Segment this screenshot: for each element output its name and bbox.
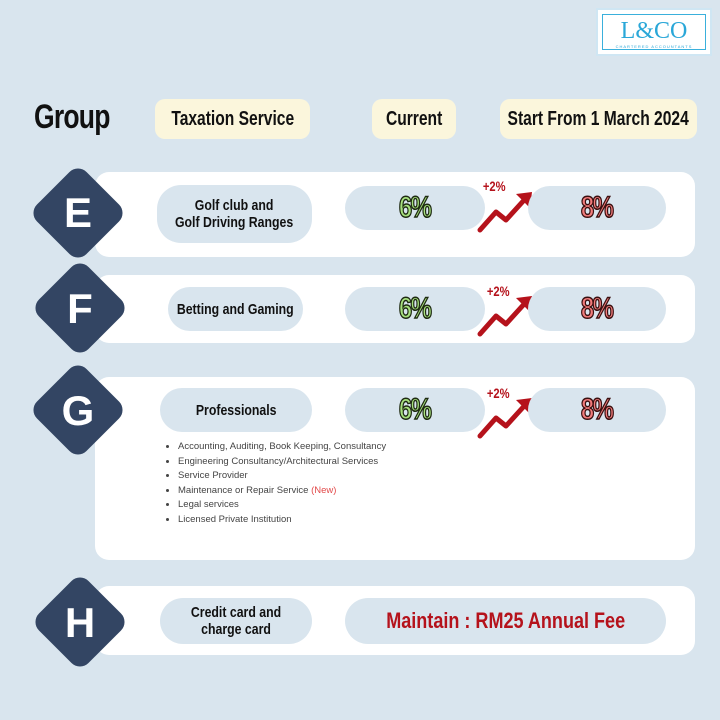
- logo-text: L&CO: [620, 18, 688, 44]
- header-current: [372, 99, 456, 139]
- row-h-service: [160, 598, 312, 644]
- trend-up-arrow-icon: [476, 190, 534, 236]
- row-h-note-text: Maintain : RM25 Annual Fee: [386, 608, 625, 633]
- row-f-increase: +2%: [486, 283, 510, 299]
- row-f-new: [528, 287, 666, 331]
- group-e-letter: E: [63, 189, 92, 236]
- row-f-service: [168, 287, 303, 331]
- row-e-current: [345, 186, 485, 230]
- row-g-new-value: 8%: [581, 393, 613, 426]
- logo-subtitle: CHARTERED ACCOUNTANTS: [615, 44, 693, 49]
- row-f-new-value: 8%: [581, 292, 613, 325]
- group-h-letter: H: [64, 599, 96, 646]
- header-service: [155, 99, 310, 139]
- row-f-service-label: Betting and Gaming: [177, 300, 294, 318]
- row-h-service-line2: charge card: [201, 621, 271, 638]
- header-current-label: Current: [385, 107, 443, 130]
- row-h-note: [345, 598, 666, 644]
- row-f-current-value: 6%: [399, 292, 431, 325]
- row-g-new: [528, 388, 666, 432]
- row-e-new: [528, 186, 666, 230]
- row-f-current: [345, 287, 485, 331]
- row-e-increase: +2%: [482, 178, 506, 194]
- row-e-service: [157, 185, 312, 243]
- header-group: Group: [34, 98, 110, 136]
- row-g-service: [160, 388, 312, 432]
- professionals-list: [162, 440, 408, 527]
- row-g-service-label: Professionals: [195, 401, 277, 419]
- list-item-text: Maintenance or Repair Service: [178, 484, 312, 496]
- list-item: • Accounting, Auditing, Book Keeping, Consultancy: [178, 440, 408, 455]
- row-g-current: [345, 388, 485, 432]
- list-item: • Legal services: [178, 498, 408, 513]
- row-e-new-value: 8%: [581, 191, 613, 224]
- header-new-rate: [500, 99, 697, 139]
- row-e-service-line2: Golf Driving Ranges: [175, 214, 294, 231]
- group-g-letter: G: [61, 387, 95, 434]
- new-tag: (New): [311, 484, 337, 496]
- header-new-label: Start From 1 March 2024: [507, 107, 690, 130]
- trend-up-arrow-icon: [476, 396, 534, 442]
- row-e-service-line1: Golf club and: [195, 197, 274, 214]
- company-logo: [596, 8, 712, 56]
- list-item: • Service Provider: [178, 469, 408, 484]
- list-item: [178, 484, 408, 499]
- row-g-current-value: 6%: [399, 393, 431, 426]
- row-g-increase: +2%: [486, 385, 510, 401]
- list-item: • Engineering Consultancy/Architectural Services: [178, 455, 408, 470]
- row-e-current-value: 6%: [399, 191, 431, 224]
- header-service-label: Taxation Service: [171, 107, 294, 130]
- trend-up-arrow-icon: [476, 294, 534, 340]
- list-item: • Licensed Private Institution: [178, 513, 408, 528]
- row-h-service-line1: Credit card and: [190, 604, 282, 621]
- group-f-letter: F: [67, 285, 93, 332]
